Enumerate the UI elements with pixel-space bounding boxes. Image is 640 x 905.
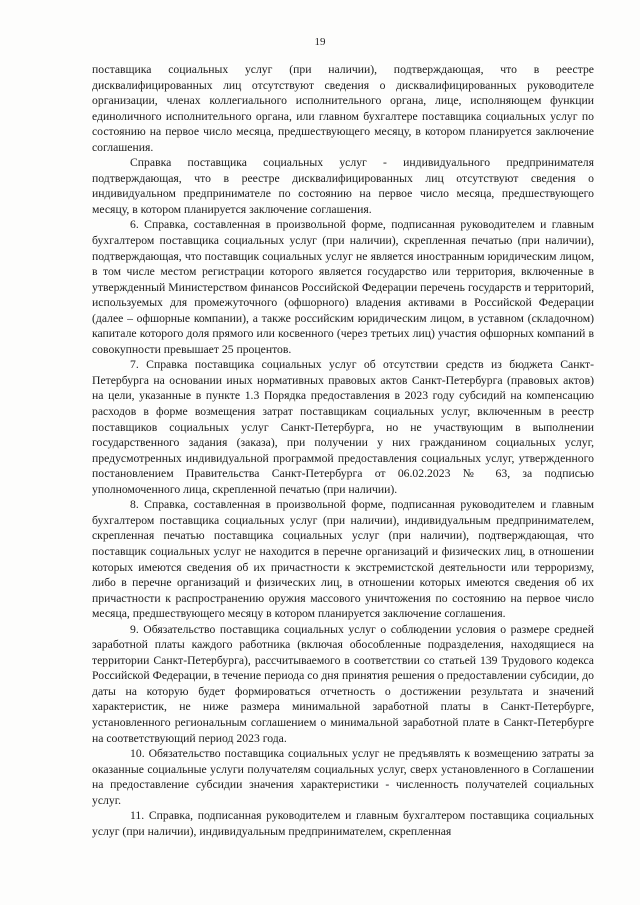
paragraph-item-11: 11. Справка, подписанная руководителем и главным бухгалтером поставщика социальных услуг (при наличии), индивидуальным предпринимателем, скрепленная xyxy=(92,809,594,838)
paragraph-item-10: 10. Обязательство поставщика социальных услуг не предъявлять к возмещению затраты за оказанные социальные услуги получателям социальных услуг, сверх установленного в Соглашении на предоставление субсидии значения характеристики - численность получателей социальных услуг. xyxy=(92,747,594,807)
paragraph-continuation: поставщика социальных услуг (при наличии), подтверждающая, что в реестре дисквалифицированных лиц отсутствуют сведения о дисквалифицированных руководителе организации, членах коллегиального исполнительного органа, лице, исполняющем функции единоличного исполнительного органа, или главном бухгалтере поставщика социальных услуг по состоянию на первое число месяца, предшествующего месяцу, в котором планируется заключение соглашения. xyxy=(92,63,594,154)
paragraph-item-8: 8. Справка, составленная в произвольной форме, подписанная руководителем и главным бухгалтером поставщика социальных услуг (при наличии), индивидуальным предпринимателем, скрепленная печатью поставщика социальных услуг (при наличии), подтверждающая, что поставщик социальных услуг не находится в перечне организаций и физических лиц, в отношении которых имеются сведения об их причастности к экстремистской деятельности или терроризму, либо в перечне организаций и физических лиц, в отношении которых имеются сведения об их причастности к распространению оружия массового уничтожения по состоянию на первое число месяца, предшествующего месяцу в котором планируется заключение соглашения. xyxy=(92,498,594,621)
paragraph-item-7: 7. Справка поставщика социальных услуг об отсутствии средств из бюджета Санкт-Петербурга на основании иных нормативных правовых актов Санкт-Петербурга (правовых актов) на цели, указанные в пункте 1.3 Порядка предоставления в 2023 году субсидий на компенсацию расходов в форме возмещения затрат поставщикам социальных услуг, включенным в реестр поставщиков социальных услуг Санкт-Петербурга, но не участвующим в выполнении государственного задания (заказа), при получении у них гражданином социальных услуг, предусмотренных индивидуальной программой предоставления социальных услуг, утвержденного постановлением Правительства Санкт-Петербурга от 06.02.2023 № 63, за подписью уполномоченного лица, скрепленной печатью (при наличии). xyxy=(92,358,594,496)
paragraph-entrepreneur-certificate: Справка поставщика социальных услуг - индивидуального предпринимателя подтверждающая, что в реестре дисквалифицированных лиц отсутствуют сведения о индивидуальном предпринимателе по состоянию на первое число месяца, предшествующего месяцу, в котором планируется заключение соглашения. xyxy=(92,156,594,216)
paragraph-item-6: 6. Справка, составленная в произвольной форме, подписанная руководителем и главным бухгалтером поставщика социальных услуг (при наличии), скрепленная печатью (при наличии), подтверждающая, что поставщик социальных услуг не является иностранным юридическим лицом, в том числе местом регистрации которого является государство или территория, включенные в утвержденный Министерством финансов Российской Федерации перечень государств и территорий, используемых для промежуточного (офшорного) владения активами в Российской Федерации (далее – офшорные компании), а также российским юридическим лицом, в уставном (складочном) капитале которого доля прямого или косвенного (через третьих лиц) участия офшорных компаний в совокупности превышает 25 процентов. xyxy=(92,218,594,356)
document-body xyxy=(92,62,594,839)
paragraph-item-9: 9. Обязательство поставщика социальных услуг о соблюдении условия о размере средней заработной платы каждого работника (включая обособленные подразделения, находящиеся на территории Санкт-Петербурга), рассчитываемого в соответствии со статьей 139 Трудового кодекса Российской Федерации, в течение периода со дня принятия решения о предоставлении субсидии, до даты на которую будет формироваться отчетность о достижении результата и значений характеристик, не ниже размера минимальной заработной платы в Санкт-Петербурге, установленного региональным соглашением о минимальной заработной плате в Санкт-Петербурге на соответствующий период 2023 года. xyxy=(92,622,594,745)
page-number: 19 xyxy=(314,36,326,48)
